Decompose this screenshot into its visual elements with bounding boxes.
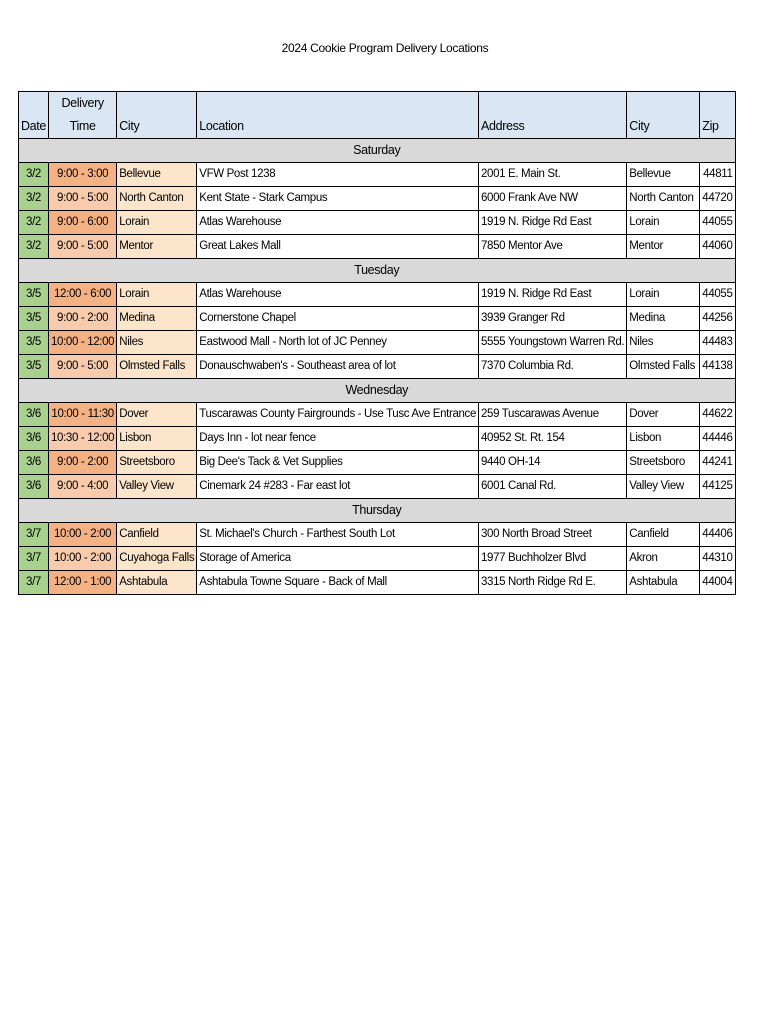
delivery-time-cell: 9:00 - 3:00 [49,163,117,187]
table-row [19,283,736,307]
zip-cell: 44720 [700,187,735,211]
date-cell: 3/6 [19,403,49,427]
day-header-row [19,259,736,283]
address-city-cell: Ashtabula [627,571,700,595]
city-cell: Niles [117,331,197,355]
column-header-zip: Zip [700,92,735,139]
delivery-time-cell: 9:00 - 2:00 [49,451,117,475]
location-cell: Ashtabula Towne Square - Back of Mall [197,571,479,595]
address-cell: 6000 Frank Ave NW [479,187,627,211]
city-cell: Medina [117,307,197,331]
city-cell: Canfield [117,523,197,547]
delivery-time-cell: 10:00 - 2:00 [49,547,117,571]
date-cell: 3/2 [19,235,49,259]
address-cell: 3939 Granger Rd [479,307,627,331]
delivery-time-cell: 9:00 - 5:00 [49,187,117,211]
address-cell: 1919 N. Ridge Rd East [479,283,627,307]
table-row [19,523,736,547]
address-cell: 3315 North Ridge Rd E. [479,571,627,595]
date-cell: 3/7 [19,523,49,547]
delivery-time-cell: 9:00 - 6:00 [49,211,117,235]
zip-cell: 44004 [700,571,735,595]
city-cell: Olmsted Falls [117,355,197,379]
city-cell: Cuyahoga Falls [117,547,197,571]
column-header-city-2: City [627,92,700,139]
location-cell: Great Lakes Mall [197,235,479,259]
location-cell: Atlas Warehouse [197,283,479,307]
zip-cell: 44138 [700,355,735,379]
table-row [19,451,736,475]
column-header-delivery-time [49,92,117,139]
address-cell: 259 Tuscarawas Avenue [479,403,627,427]
zip-cell: 44241 [700,451,735,475]
delivery-table [18,91,736,595]
table-row [19,163,736,187]
address-city-cell: Mentor [627,235,700,259]
table-row [19,571,736,595]
date-cell: 3/2 [19,187,49,211]
city-cell: Valley View [117,475,197,499]
day-label: Tuesday [19,259,736,283]
day-label: Saturday [19,139,736,163]
address-cell: 2001 E. Main St. [479,163,627,187]
address-cell: 40952 St. Rt. 154 [479,427,627,451]
zip-cell: 44256 [700,307,735,331]
location-cell: Tuscarawas County Fairgrounds - Use Tusc Ave Entrance [197,403,479,427]
delivery-time-cell: 12:00 - 1:00 [49,571,117,595]
delivery-time-cell: 10:00 - 12:00 [49,331,117,355]
address-cell: 300 North Broad Street [479,523,627,547]
zip-cell: 44055 [700,211,735,235]
address-city-cell: Bellevue [627,163,700,187]
page-title: 2024 Cookie Program Delivery Locations [281,41,489,55]
column-header-time-line1: Delivery [61,96,104,110]
table-row [19,211,736,235]
location-cell: Atlas Warehouse [197,211,479,235]
date-cell: 3/2 [19,163,49,187]
day-header-row [19,499,736,523]
zip-cell: 44055 [700,283,735,307]
address-city-cell: Dover [627,403,700,427]
address-city-cell: North Canton [627,187,700,211]
address-city-cell: Niles [627,331,700,355]
day-header-row [19,379,736,403]
delivery-time-cell: 9:00 - 2:00 [49,307,117,331]
address-city-cell: Akron [627,547,700,571]
table-row [19,331,736,355]
address-cell: 6001 Canal Rd. [479,475,627,499]
date-cell: 3/7 [19,547,49,571]
address-cell: 1919 N. Ridge Rd East [479,211,627,235]
address-cell: 9440 OH-14 [479,451,627,475]
date-cell: 3/2 [19,211,49,235]
address-cell: 5555 Youngstown Warren Rd. [479,331,627,355]
table-body [19,139,736,595]
date-cell: 3/6 [19,475,49,499]
address-city-cell: Olmsted Falls [627,355,700,379]
address-city-cell: Lorain [627,211,700,235]
address-cell: 1977 Buchholzer Blvd [479,547,627,571]
city-cell: Lisbon [117,427,197,451]
city-cell: Lorain [117,283,197,307]
address-city-cell: Valley View [627,475,700,499]
delivery-time-cell: 10:00 - 2:00 [49,523,117,547]
date-cell: 3/6 [19,427,49,451]
table-row [19,475,736,499]
zip-cell: 44406 [700,523,735,547]
column-header-location: Location [197,92,479,139]
zip-cell: 44622 [700,403,735,427]
address-city-cell: Lisbon [627,427,700,451]
city-cell: Dover [117,403,197,427]
day-label: Wednesday [19,379,736,403]
date-cell: 3/6 [19,451,49,475]
delivery-time-cell: 9:00 - 4:00 [49,475,117,499]
delivery-time-cell: 12:00 - 6:00 [49,283,117,307]
delivery-time-cell: 9:00 - 5:00 [49,355,117,379]
zip-cell: 44446 [700,427,735,451]
day-header-row [19,139,736,163]
delivery-time-cell: 10:30 - 12:00 [49,427,117,451]
zip-cell: 44811 [700,163,735,187]
column-header-address: Address [479,92,627,139]
address-cell: 7370 Columbia Rd. [479,355,627,379]
location-cell: Kent State - Stark Campus [197,187,479,211]
table-row [19,547,736,571]
location-cell: Donauschwaben's - Southeast area of lot [197,355,479,379]
table-row [19,403,736,427]
date-cell: 3/5 [19,307,49,331]
city-cell: Streetsboro [117,451,197,475]
table-row [19,235,736,259]
date-cell: 3/5 [19,283,49,307]
table-row [19,187,736,211]
date-cell: 3/7 [19,571,49,595]
date-cell: 3/5 [19,331,49,355]
city-cell: Mentor [117,235,197,259]
city-cell: Bellevue [117,163,197,187]
city-cell: Ashtabula [117,571,197,595]
zip-cell: 44483 [700,331,735,355]
table-row [19,307,736,331]
column-header-city: City [117,92,197,139]
location-cell: Cinemark 24 #283 - Far east lot [197,475,479,499]
delivery-time-cell: 9:00 - 5:00 [49,235,117,259]
address-cell: 7850 Mentor Ave [479,235,627,259]
zip-cell: 44125 [700,475,735,499]
address-city-cell: Lorain [627,283,700,307]
zip-cell: 44310 [700,547,735,571]
day-label: Thursday [19,499,736,523]
location-cell: Big Dee's Tack & Vet Supplies [197,451,479,475]
address-city-cell: Canfield [627,523,700,547]
address-city-cell: Medina [627,307,700,331]
address-city-cell: Streetsboro [627,451,700,475]
date-cell: 3/5 [19,355,49,379]
zip-cell: 44060 [700,235,735,259]
location-cell: Eastwood Mall - North lot of JC Penney [197,331,479,355]
column-header-time-line2: Time [69,119,96,133]
header-row [19,92,736,139]
city-cell: Lorain [117,211,197,235]
location-cell: Days Inn - lot near fence [197,427,479,451]
location-cell: Cornerstone Chapel [197,307,479,331]
location-cell: VFW Post 1238 [197,163,479,187]
column-header-date: Date [19,92,49,139]
location-cell: St. Michael's Church - Farthest South Lot [197,523,479,547]
city-cell: North Canton [117,187,197,211]
table-row [19,427,736,451]
delivery-time-cell: 10:00 - 11:30 [49,403,117,427]
table-row [19,355,736,379]
location-cell: Storage of America [197,547,479,571]
